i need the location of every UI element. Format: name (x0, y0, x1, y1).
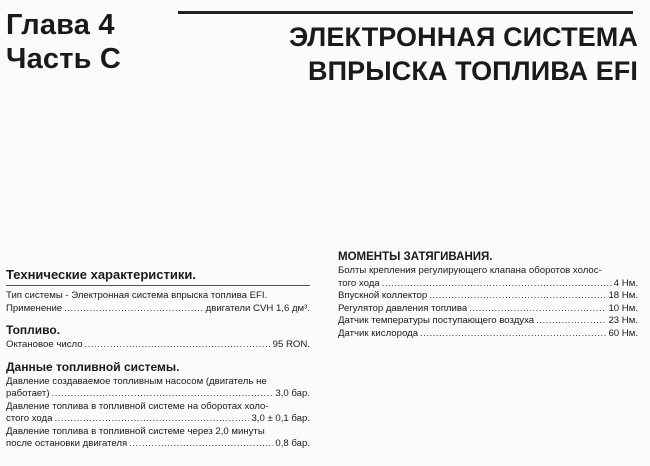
application-row (6, 303, 310, 316)
pump-pressure-text: Давление создаваемое топливным насосом (двигатель не (6, 375, 267, 387)
specifications-heading: Технические характеристики. (6, 266, 310, 286)
leader-dots (54, 413, 249, 426)
fuel-heading: Топливо. (6, 323, 61, 337)
idle-valve-label: того хода (338, 277, 380, 289)
title-line-1: ЭЛЕКТРОННАЯ СИСТЕМА (289, 22, 638, 52)
leader-dots (429, 290, 606, 303)
torque-value: 60 Нм. (608, 327, 638, 339)
torque-row (338, 303, 638, 316)
leader-dots (536, 315, 606, 328)
idle-pressure-text: Давление топлива в топливной системе на оборотах холо- (6, 400, 269, 412)
idle-pressure-label: стого хода (6, 413, 53, 424)
leader-dots (52, 388, 274, 401)
leader-dots (64, 303, 203, 316)
pump-pressure-row (6, 388, 310, 401)
leader-dots (469, 303, 606, 316)
fuel-system-heading: Данные топливной системы. (6, 359, 180, 374)
after-stop-text: Давление топлива в топливной системе через 2,0 минуты (6, 425, 265, 437)
torque-row (338, 290, 638, 303)
leader-dots (85, 339, 271, 352)
application-value: двигатели CVH 1,6 дм³. (205, 302, 310, 314)
torque-heading: МОМЕНТЫ ЗАТЯГИВАНИЯ. (338, 251, 493, 263)
idle-valve-value: 4 Нм. (613, 277, 638, 289)
chapter-number: Глава 4 (6, 9, 115, 41)
torque-value: 18 Нм. (608, 290, 638, 301)
idle-valve-text: Болты крепления регулирующего клапана оборотов холос- (338, 265, 602, 276)
torque-label: Датчик температуры поступающего воздуха (338, 315, 535, 326)
after-stop-value: 0,8 бар. (275, 438, 310, 449)
torque-section (338, 250, 638, 340)
leader-dots (129, 438, 273, 451)
idle-pressure-value: 3,0 ± 0,1 бар. (251, 413, 310, 424)
leader-dots (382, 278, 612, 291)
torque-row (338, 315, 638, 328)
chapter-part: Часть С (6, 43, 122, 75)
title-line-2: ВПРЫСКА ТОПЛИВА EFI (308, 56, 638, 86)
specifications-section (6, 266, 310, 451)
application-label: Применение (6, 302, 63, 314)
octane-label: Октановое число (6, 339, 83, 350)
torque-value: 10 Нм. (608, 302, 638, 314)
chapter-heading (6, 8, 121, 76)
torque-label: Регулятор давления топлива (338, 302, 468, 314)
idle-valve-row (338, 278, 638, 291)
system-type: Тип системы - Электронная система впрыска топлива EFI. (6, 290, 268, 301)
octane-row (6, 339, 310, 352)
torque-row (338, 328, 638, 341)
page-title (289, 20, 638, 88)
torque-value: 23 Нм. (608, 315, 638, 326)
torque-label: Датчик кислорода (338, 327, 419, 339)
torque-label: Впускной коллектор (338, 290, 428, 301)
pump-pressure-value: 3,0 бар. (275, 388, 310, 399)
octane-value: 95 RON. (272, 339, 310, 350)
after-stop-label: после остановки двигателя (6, 438, 128, 449)
idle-pressure-row (6, 413, 310, 426)
leader-dots (420, 328, 606, 341)
after-stop-row (6, 438, 310, 451)
header-rule (178, 11, 633, 14)
pump-pressure-label: работает) (6, 388, 50, 399)
